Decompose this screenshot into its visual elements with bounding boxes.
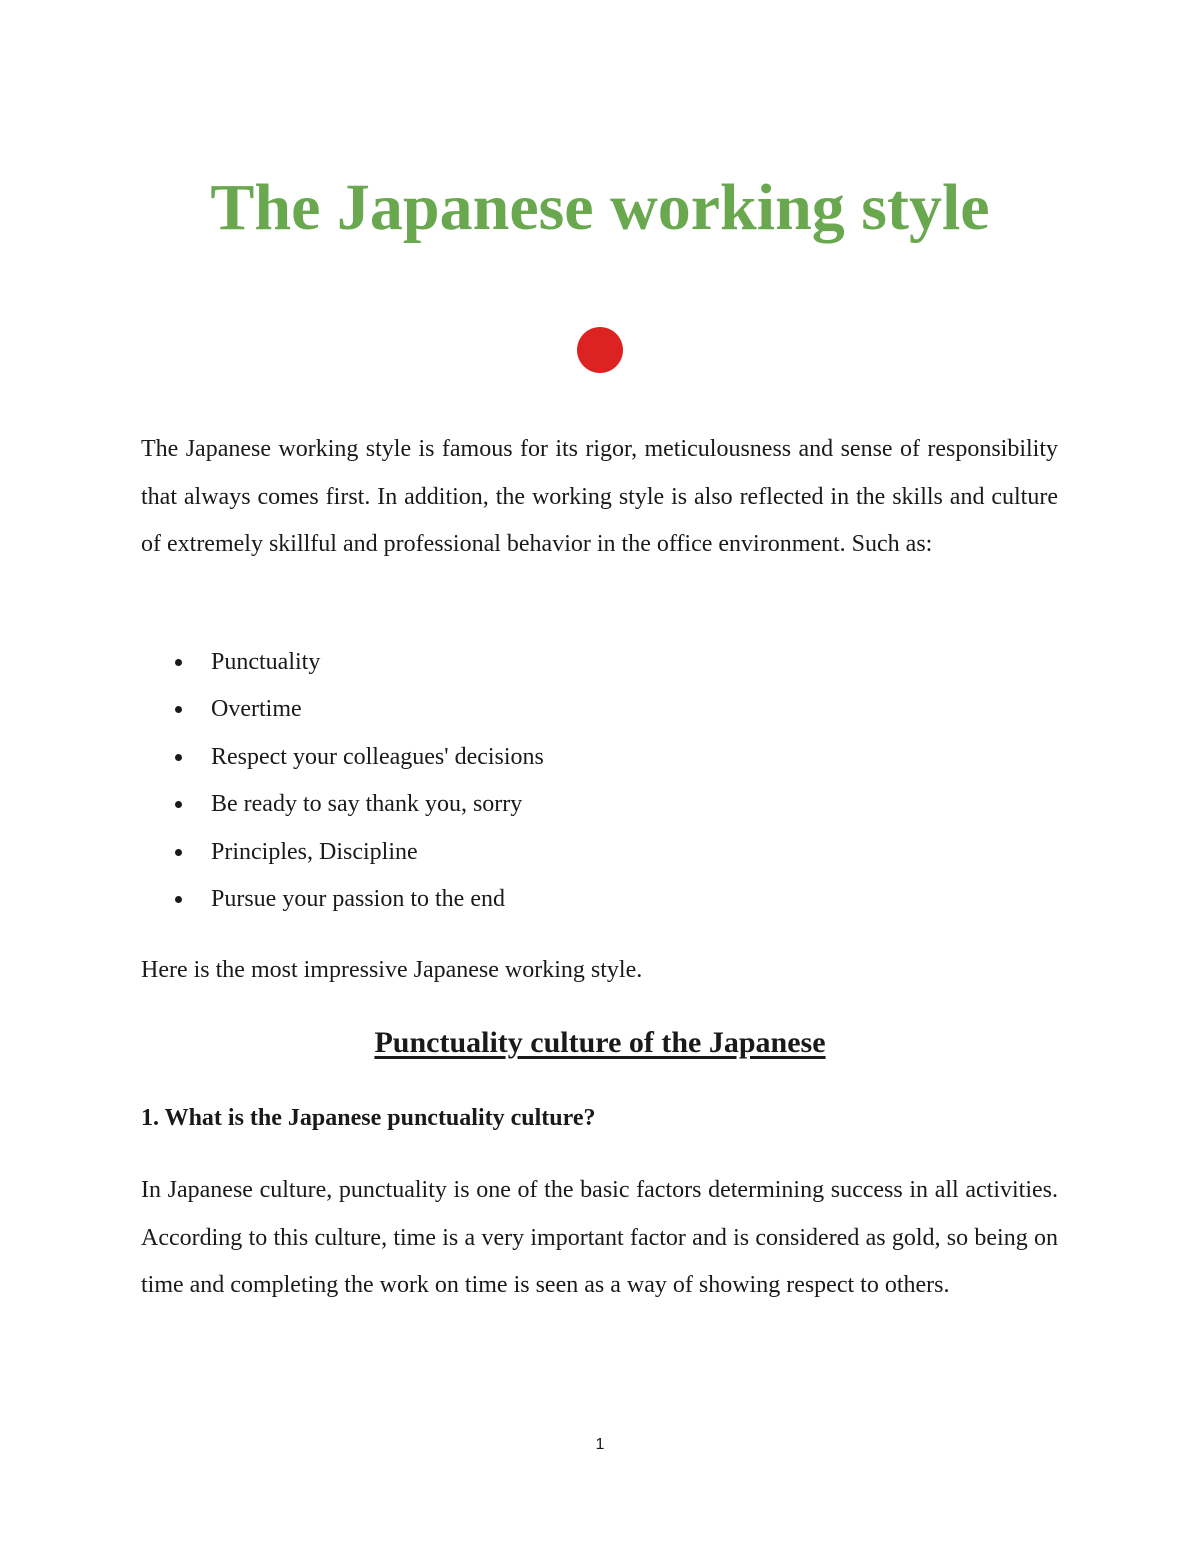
list-item (141, 829, 1058, 876)
list-item-text: Punctuality (211, 649, 321, 675)
list-item (141, 876, 1058, 923)
bullet-icon (175, 896, 182, 903)
intro-paragraph: The Japanese working style is famous for its rigor, meticulousness and sense of responsibility that always comes first. In addition, the working style is also reflected in the skills and culture of extremely skillful and professional behavior in the office environment. Such as: (141, 436, 1058, 557)
list-item-text: Principles, Discipline (211, 838, 418, 865)
body-paragraph: In Japanese culture, punctuality is one of the basic factors determining success in all activities. According to this culture, time is a very important factor and is considered as gold, so being on time and completing the work on time is seen as a way of showing respect to others. (141, 1177, 1058, 1298)
list-item-text: Overtime (211, 696, 302, 723)
red-sun-icon (577, 327, 623, 373)
page-number: 1 (595, 1436, 605, 1453)
list-item-text: Respect your colleagues' decisions (211, 743, 544, 770)
list-item-text: Be ready to say thank you, sorry (211, 791, 523, 818)
bullet-icon (175, 659, 182, 666)
bullet-list (141, 639, 1058, 923)
bullet-icon (175, 706, 182, 713)
bullet-icon (175, 754, 182, 761)
list-item (141, 734, 1058, 781)
document-title: The Japanese working style (210, 171, 990, 244)
bullet-icon (175, 849, 182, 856)
bullet-icon (175, 801, 182, 808)
lead-sentence: Here is the most impressive Japanese working style. (141, 957, 643, 983)
subheading: 1. What is the Japanese punctuality culture? (141, 1105, 596, 1131)
list-item (141, 781, 1058, 828)
list-item (141, 686, 1058, 733)
section-heading: Punctuality culture of the Japanese (374, 1026, 826, 1059)
list-item (141, 639, 1058, 686)
list-item-text: Pursue your passion to the end (211, 886, 505, 913)
